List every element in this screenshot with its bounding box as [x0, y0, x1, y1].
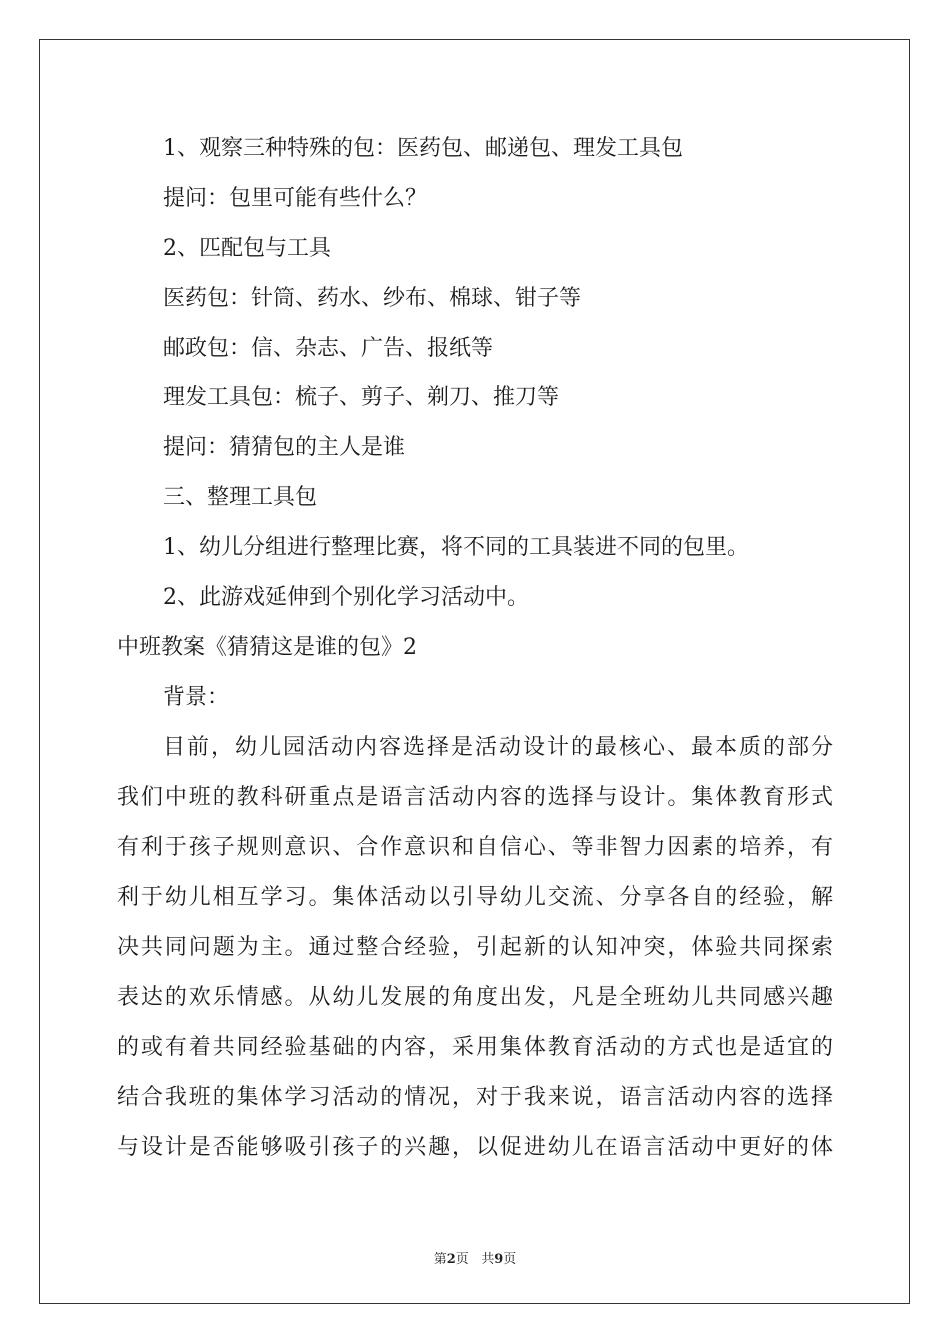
page-number: 2 [446, 1252, 456, 1267]
paragraph-line: 目前，幼儿园活动内容选择是活动设计的最核心、最本质的部分 [163, 735, 833, 760]
paragraph-line: 的或有着共同经验基础的内容，采用集体教育活动的方式也是适宜的 [117, 1035, 833, 1060]
paragraph-line: 决共同问题为主。通过整合经验，引起新的认知冲突，体验共同探索 [117, 935, 833, 960]
background-label: 背景： [163, 685, 230, 710]
text-line: 理发工具包：梳子、剪子、剃刀、推刀等 [163, 385, 560, 410]
text-line: 提问：包里可能有些什么？ [163, 186, 428, 211]
text-line: 2、匹配包与工具 [163, 236, 331, 261]
text-line: 2、此游戏延伸到个别化学习活动中。 [163, 585, 529, 610]
page-border [39, 39, 910, 1304]
total-prefix: 共 [481, 1252, 495, 1267]
paragraph-line: 表达的欢乐情感。从幼儿发展的角度出发，凡是全班幼儿共同感兴趣 [117, 985, 833, 1010]
paragraph-line: 有利于孩子规则意识、合作意识和自信心、等非智力因素的培养，有 [117, 835, 833, 860]
page-footer [0, 1248, 950, 1267]
paragraph-line: 与设计是否能够吸引孩子的兴趣，以促进幼儿在语言活动中更好的体 [117, 1135, 833, 1160]
page-prefix: 第 [433, 1252, 447, 1267]
text-line: 邮政包：信、杂志、广告、报纸等 [163, 336, 494, 361]
total-pages: 9 [494, 1252, 504, 1267]
text-line: 三、整理工具包 [163, 485, 318, 510]
paragraph-line: 我们中班的教科研重点是语言活动内容的选择与设计。集体教育形式 [117, 785, 833, 810]
page-suffix: 页 [455, 1252, 469, 1267]
text-line: 医药包：针筒、药水、纱布、棉球、钳子等 [163, 286, 582, 311]
total-suffix: 页 [503, 1252, 517, 1267]
text-line: 提问：猜猜包的主人是谁 [163, 435, 406, 460]
text-line: 1、观察三种特殊的包：医药包、邮递包、理发工具包 [163, 136, 683, 161]
paragraph-line: 结合我班的集体学习活动的情况，对于我来说，语言活动内容的选择 [117, 1085, 833, 1110]
section-title: 中班教案《猜猜这是谁的包》2 [117, 635, 417, 660]
text-line: 1、幼儿分组进行整理比赛，将不同的工具装进不同的包里。 [163, 535, 749, 560]
paragraph-line: 利于幼儿相互学习。集体活动以引导幼儿交流、分享各自的经验，解 [117, 885, 833, 910]
